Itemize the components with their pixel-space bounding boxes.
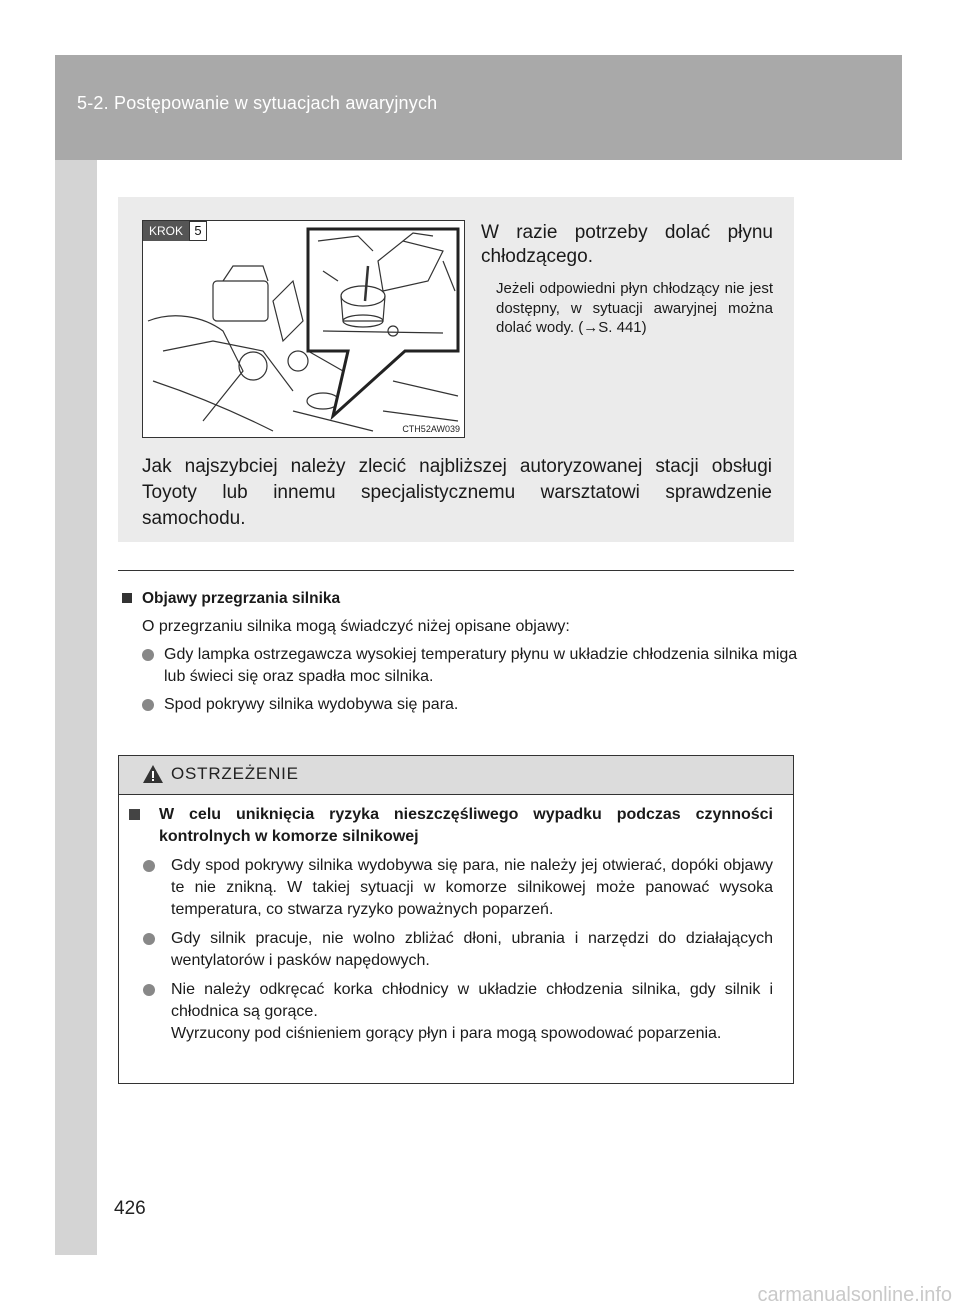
section-heading — [118, 588, 798, 610]
page-reference-link[interactable]: S. 441 — [598, 319, 642, 336]
arrow-right-icon: → — [583, 319, 599, 336]
warning-item-extra: Wyrzucony pod ciśnieniem gorący płyn i para mogą spowodować poparzenia. — [171, 1025, 722, 1042]
section-divider — [118, 570, 794, 571]
section-title: 5-2. Postępowanie w sytuacjach awaryjnych — [77, 93, 438, 113]
list-item-text: Gdy lampka ostrzegawcza wysokiej temperatury płynu w układzie chłodzenia silnika miga lub świeci się oraz spadła moc silnika. — [164, 646, 798, 685]
bullet-dot-icon — [143, 860, 155, 872]
warning-heading-text: W celu uniknięcia ryzyka nieszczęśliwego wypadku podczas czynności kontrolnych w komorze silnikowej — [159, 806, 773, 845]
section-intro: O przegrzaniu silnika mogą świadczyć niżej opisane objawy: — [142, 618, 570, 635]
step-panel — [118, 197, 794, 542]
step-note-text: Jeżeli odpowiedni płyn chłodzący nie jest dostępny, w sytuacji awaryjnej można dolać wody. — [496, 280, 773, 336]
page-number: 426 — [114, 1198, 146, 1219]
engine-coolant-illustration-icon — [143, 221, 464, 437]
step-note: Jeżeli odpowiedni płyn chłodzący nie jest dostępny, w sytuacji awaryjnej można dolać wody. (→S. 441) — [496, 280, 773, 336]
bullet-dot-icon — [142, 699, 154, 711]
engine-illustration — [142, 220, 465, 438]
figure-code: CTH52AW039 — [402, 424, 460, 434]
section-heading-text: Objawy przegrzania silnika — [142, 590, 341, 607]
bullet-dot-icon — [142, 649, 154, 661]
bullet-dot-icon — [143, 933, 155, 945]
step-badge — [143, 221, 207, 241]
list-item — [118, 644, 798, 688]
step-badge-number: 5 — [189, 221, 207, 241]
bullet-dot-icon — [143, 984, 155, 996]
warning-item — [119, 979, 795, 1045]
overheating-section — [118, 588, 798, 716]
warning-heading — [119, 804, 795, 848]
warning-body — [119, 804, 795, 1045]
warning-title: OSTRZEŻENIE — [171, 764, 299, 783]
page-header — [55, 55, 902, 160]
step-badge-label: KROK — [143, 221, 189, 241]
square-bullet-icon — [129, 809, 140, 820]
square-bullet-icon — [122, 593, 132, 603]
warning-item-text: Gdy spod pokrywy silnika wydobywa się para, nie należy jej otwierać, dopóki objawy te nie znikną. W takiej sytuacji w komorze silnikowej może panować wysoka temperatura, co stwarza ryzyko poważnych poparzeń. — [171, 857, 773, 918]
warning-item-text: Gdy silnik pracuje, nie wolno zbliżać dłoni, ubrania i narzędzi do działających wentylatorów i pasków napędowych. — [171, 930, 773, 969]
warning-item — [119, 855, 795, 921]
warning-item-text: Nie należy odkręcać korka chłodnicy w układzie chłodzenia silnika, gdy silnik i chłodnica są gorące. — [171, 981, 773, 1020]
watermark: carmanualsonline.info — [757, 1284, 952, 1306]
list-item — [118, 694, 798, 716]
step-title: W razie potrzeby dolać płynu chłodzącego. — [481, 222, 773, 267]
step-instruction: Jak najszybciej należy zlecić najbliższej autoryzowanej stacji obsługi Toyoty lub innemu specjalistycznemu warsztatowi sprawdzenie samochodu. — [142, 456, 772, 529]
warning-header — [119, 756, 793, 795]
list-item-text: Spod pokrywy silnika wydobywa się para. — [164, 696, 459, 713]
warning-box — [118, 755, 794, 1084]
left-margin-strip — [55, 55, 97, 1255]
warning-item — [119, 928, 795, 972]
warning-triangle-icon — [142, 764, 164, 784]
